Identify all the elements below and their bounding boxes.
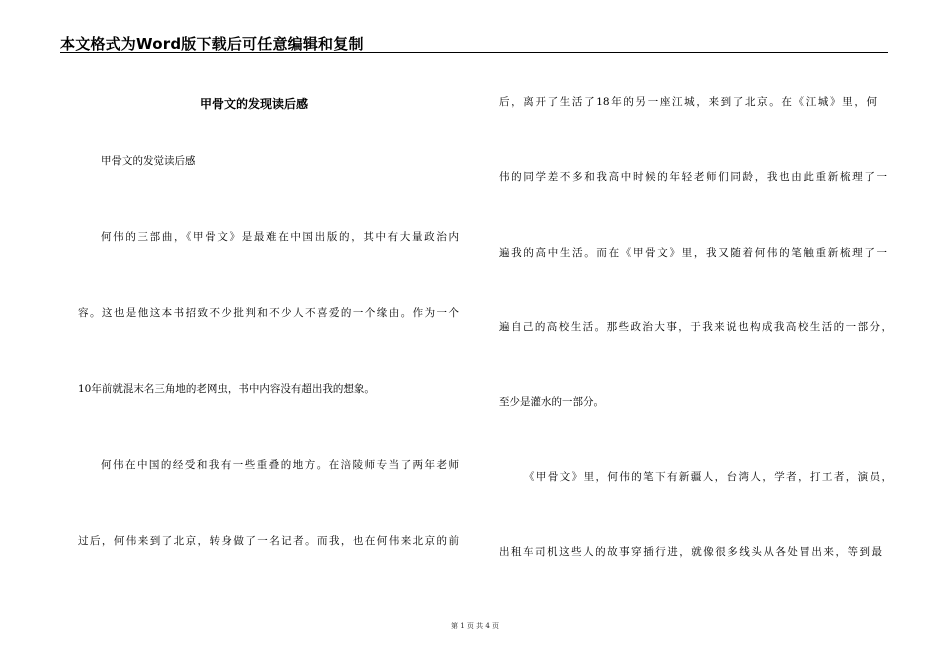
left-line-subtitle: 甲骨文的发觉读后感: [101, 155, 196, 167]
right-line: 遍我的高中生活。而在《甲骨文》里，我又随着何伟的笔触重新梳理了一: [499, 247, 887, 259]
left-line: 过后，何伟来到了北京，转身做了一名记者。而我，也在何伟来北京的前: [78, 535, 459, 547]
right-line: 出租车司机这些人的故事穿插行进，就像很多线头从各处冒出来，等到最: [499, 546, 882, 558]
left-line-paragraph1-start: 何伟的三部曲，《甲骨文》是最难在中国出版的，其中有大量政治内: [101, 231, 459, 243]
left-line: 10年前就混末名三角地的老网虫，书中内容没有超出我的想象。: [78, 383, 375, 395]
download-banner: 本文格式为Word版下载后可任意编辑和复制: [60, 35, 364, 53]
right-line: 后，离开了生活了18年的另一座江城，来到了北京。在《江城》里，何: [499, 96, 877, 108]
right-line: 遍自己的高校生活。那些政治大事，于我来说也构成我高校生活的一部分，: [499, 321, 892, 333]
right-line: 至少是灌水的一部分。: [499, 396, 604, 408]
header-divider: [60, 52, 888, 53]
right-line: 伟的同学差不多和我高中时候的年轻老师们同龄，我也由此重新梳理了一: [499, 171, 887, 183]
right-line-paragraph-start: 《甲骨文》里，何伟的笔下有新疆人，台湾人，学者，打工者，演员，: [524, 471, 892, 483]
left-line: 容。这也是他这本书招致不少批判和不少人不喜爱的一个缘由。作为一个: [78, 307, 459, 319]
left-line-paragraph2-start: 何伟在中国的经受和我有一些重叠的地方。在涪陵师专当了两年老师: [101, 459, 459, 471]
page-indicator: 第 1 页 共 4 页: [450, 622, 500, 630]
document-title: 甲骨文的发现读后感: [200, 97, 309, 111]
